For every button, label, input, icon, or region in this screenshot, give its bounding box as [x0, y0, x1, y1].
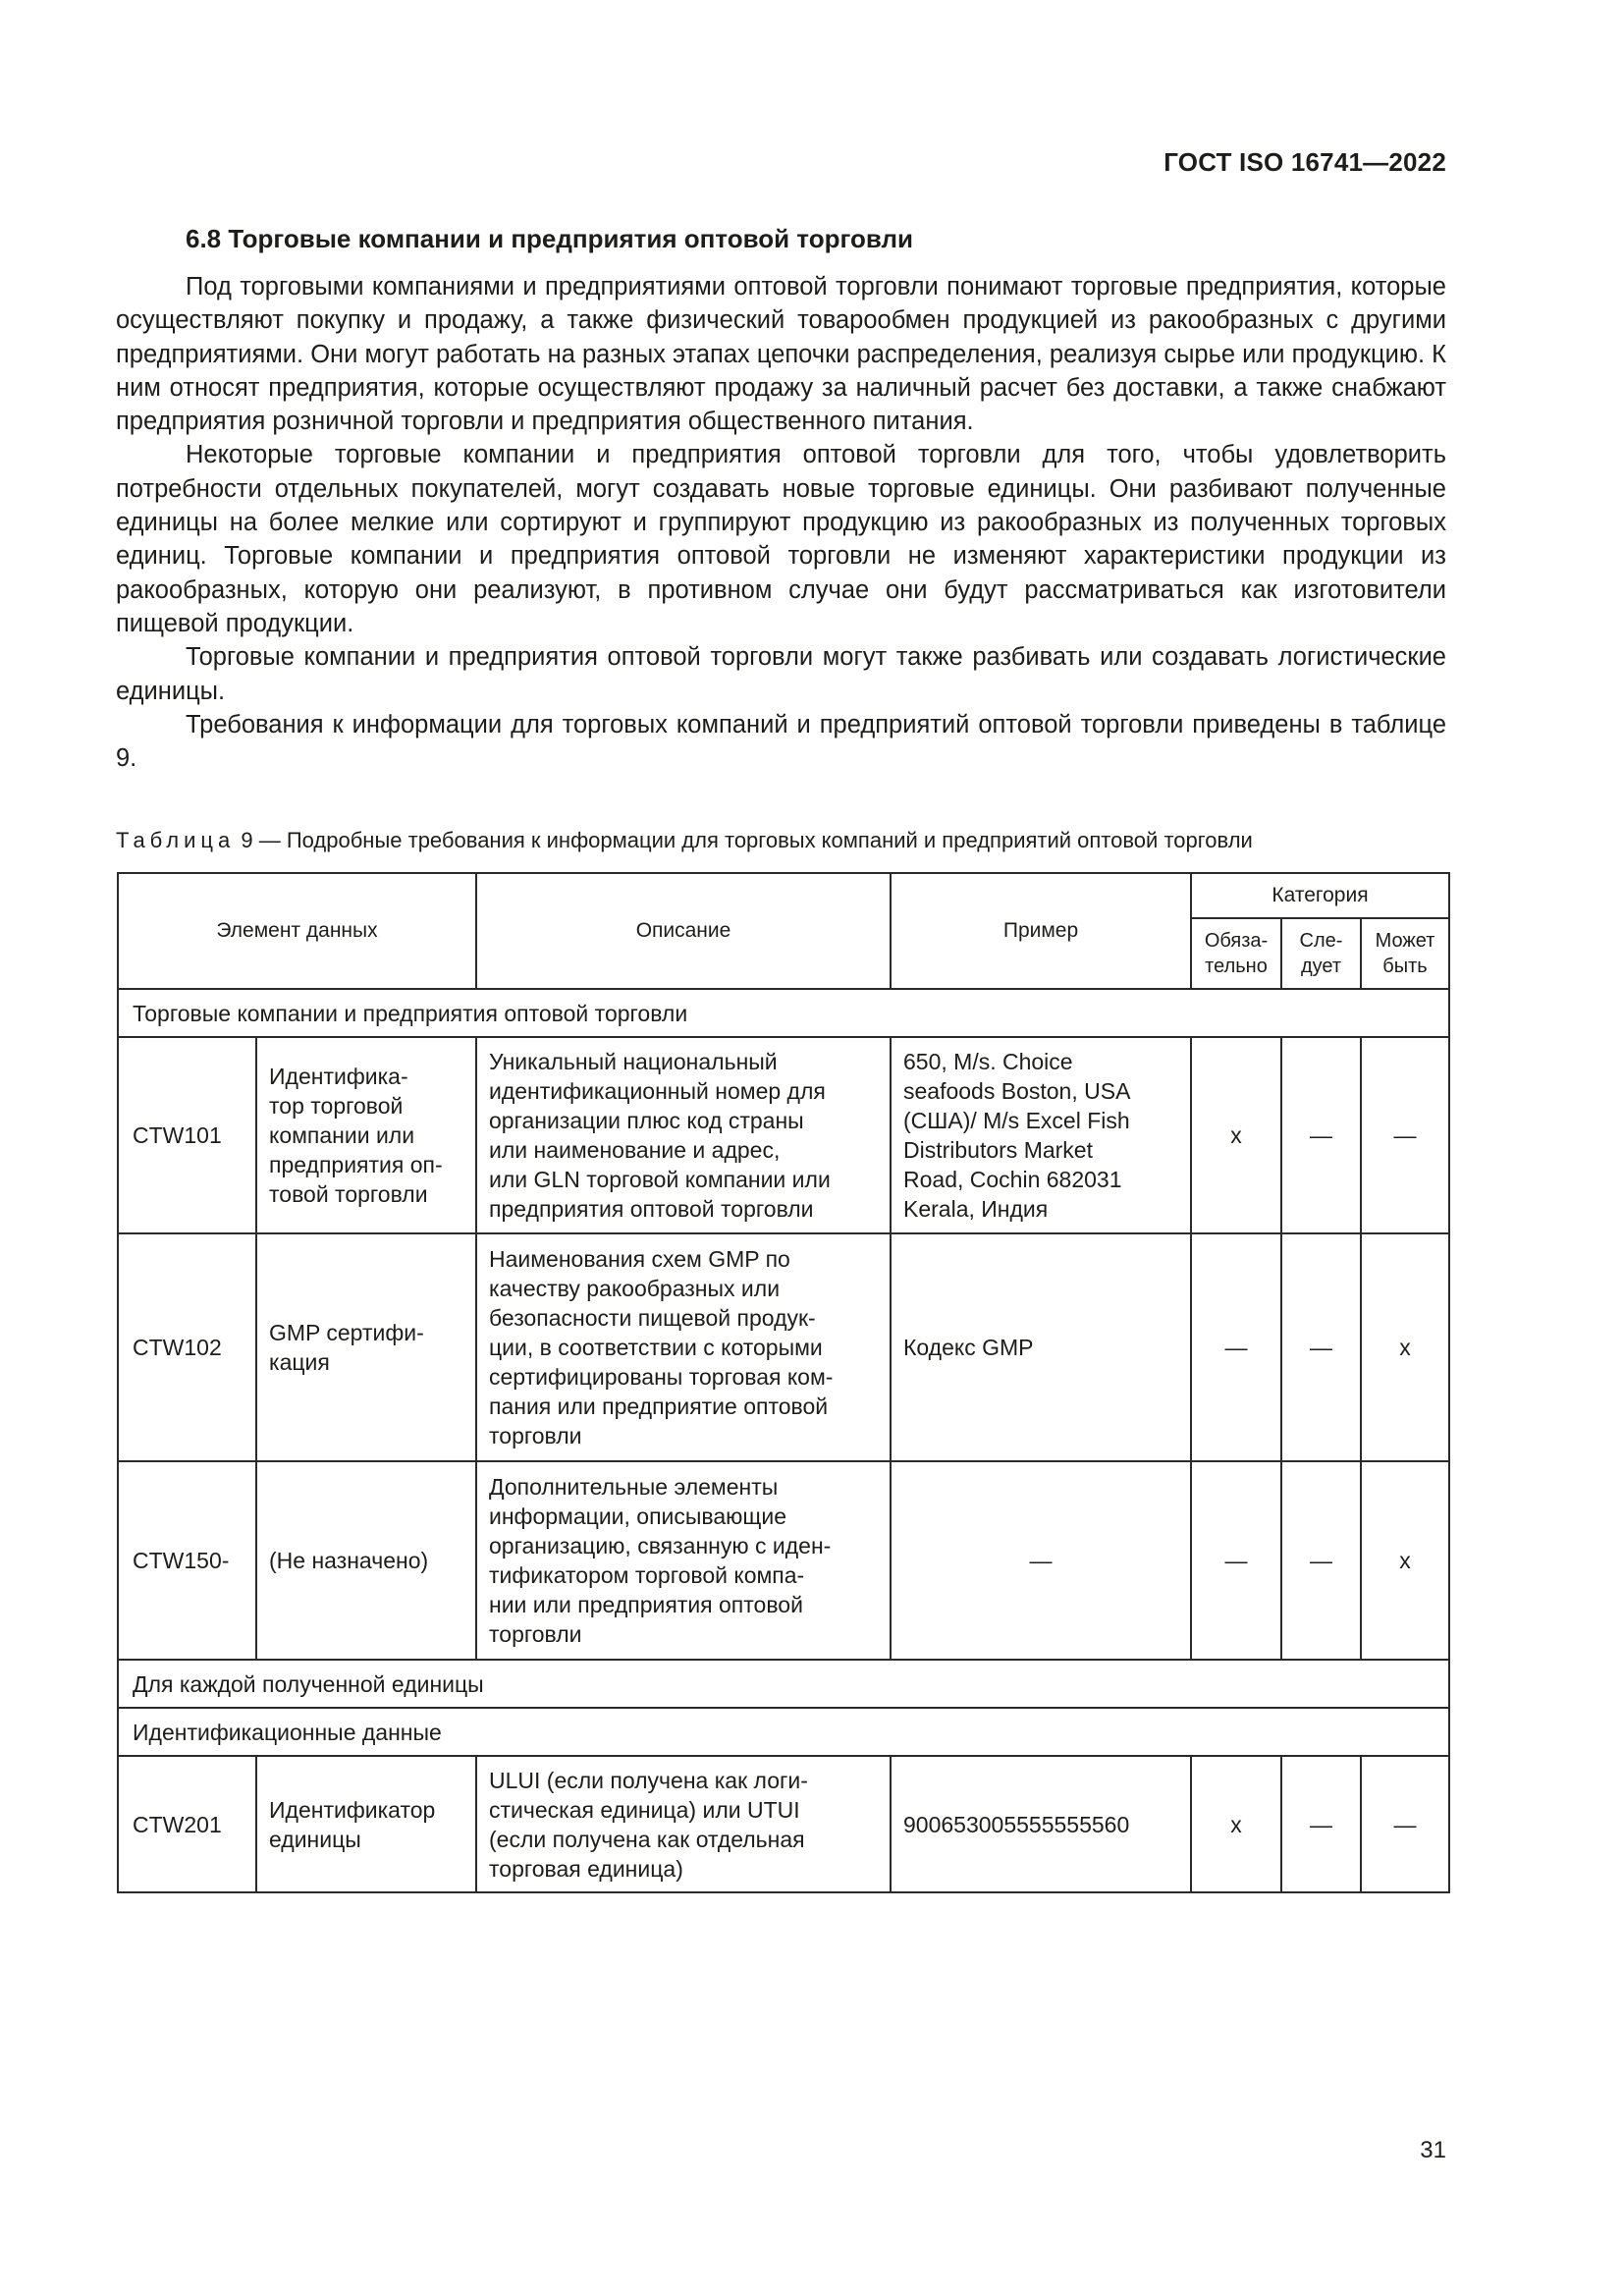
- element-name: Идентификатор единицы: [256, 1756, 476, 1892]
- header-may: Может быть: [1361, 918, 1449, 989]
- element-example: Кодекс GMP: [891, 1233, 1191, 1461]
- element-name: (Не назначено): [256, 1461, 476, 1660]
- table-section-row: [118, 989, 1449, 1037]
- element-code: CTW150-: [118, 1461, 256, 1660]
- element-example: 650, M/s. Choice seafoods Boston, USA (США)/ M/s Excel Fish Distributors Market Road, Cochin 682031 Kerala, Индия: [891, 1037, 1191, 1233]
- section-body: [116, 270, 1446, 775]
- element-description: Наименования схем GMP по качеству ракообразных или безопасности пищевой продук- ции, в соответствии с которыми сертифицированы торговая ком- пания или предприятие оптовой торговли: [476, 1233, 891, 1461]
- paragraph: Под торговыми компаниями и предприятиями оптовой торговли понимают торговые предприятия, которые осуществляют покупку и продажу, а также физический товарообмен продукцией из ракообразных с другими предприятиями. Они могут работать на разных этапах цепочки распределения, реализуя сырье или продукцию. К ним относят предприятия, которые осуществляют продажу за наличный расчет без доставки, а также снабжают предприятия розничной торговли и предприятия общественного питания.: [116, 273, 1446, 436]
- category-mandatory: x: [1191, 1037, 1281, 1233]
- page-number: 31: [1420, 2137, 1446, 2163]
- document-code: ГОСТ ISO 16741—2022: [1163, 147, 1446, 177]
- category-mandatory: x: [1191, 1756, 1281, 1892]
- category-may: x: [1361, 1461, 1449, 1660]
- paragraph: Требования к информации для торговых компаний и предприятий оптовой торговли приведены в таблице 9.: [116, 710, 1446, 773]
- category-may: x: [1361, 1233, 1449, 1461]
- element-code: CTW102: [118, 1233, 256, 1461]
- element-code: CTW201: [118, 1756, 256, 1892]
- element-description: Уникальный национальный идентификационный номер для организации плюс код страны или наименование и адрес, или GLN торговой компании или предприятия оптовой торговли: [476, 1037, 891, 1233]
- table-row: [118, 1756, 1449, 1892]
- header-mandatory: Обяза- тельно: [1191, 918, 1281, 989]
- table-section-row: [118, 1708, 1449, 1756]
- table-caption: [116, 828, 1451, 853]
- category-should: —: [1281, 1461, 1361, 1660]
- table-row: [118, 1037, 1449, 1233]
- table-row: [118, 1461, 1449, 1660]
- header-example: Пример: [891, 873, 1191, 989]
- section-label: Для каждой полученной единицы: [118, 1660, 1449, 1708]
- table-header-row: [118, 873, 1449, 918]
- paragraph: Некоторые торговые компании и предприятия оптовой торговли для того, чтобы удовлетворить потребности отдельных покупателей, могут создавать новые торговые единицы. Они разбивают полученные единицы на более мелкие или сортируют и группируют продукцию из ракообразных из полученных торговых единиц. Торговые компании и предприятия оптовой торговли не изменяют характеристики продукции из ракообразных, которую они реализуют, в противном случае они будут рассматриваться как изготовители пищевой продукции.: [116, 441, 1446, 637]
- section-heading: 6.8 Торговые компании и предприятия оптовой торговли: [186, 224, 913, 253]
- header-should: Сле- дует: [1281, 918, 1361, 989]
- table-row: [118, 1233, 1449, 1461]
- element-name: Идентифика- тор торговой компании или предприятия оп- товой торговли: [256, 1037, 476, 1233]
- element-example: —: [891, 1461, 1191, 1660]
- table-caption-text: 9 — Подробные требования к информации для торговых компаний и предприятий оптовой торговли: [235, 828, 1253, 852]
- paragraph: Торговые компании и предприятия оптовой торговли могут также разбивать или создавать логистические единицы.: [116, 643, 1446, 705]
- table-caption-label: Таблица: [116, 828, 236, 852]
- requirements-table: [117, 872, 1450, 1893]
- category-may: —: [1361, 1037, 1449, 1233]
- element-description: Дополнительные элементы информации, описывающие организацию, связанную с иден- тификатором торговой компа- нии или предприятия оптовой торговли: [476, 1461, 891, 1660]
- element-example: 900653005555555560: [891, 1756, 1191, 1892]
- section-label: Идентификационные данные: [118, 1708, 1449, 1756]
- element-code: CTW101: [118, 1037, 256, 1233]
- header-category: Категория: [1191, 873, 1449, 918]
- element-name: GMP сертифи- кация: [256, 1233, 476, 1461]
- header-element: Элемент данных: [118, 873, 476, 989]
- table-section-row: [118, 1660, 1449, 1708]
- category-should: —: [1281, 1233, 1361, 1461]
- section-label: Торговые компании и предприятия оптовой торговли: [118, 989, 1449, 1037]
- category-should: —: [1281, 1037, 1361, 1233]
- element-description: ULUI (если получена как логи- стическая единица) или UTUI (если получена как отдельная торговая единица): [476, 1756, 891, 1892]
- category-mandatory: —: [1191, 1233, 1281, 1461]
- category-should: —: [1281, 1756, 1361, 1892]
- header-description: Описание: [476, 873, 891, 989]
- category-may: —: [1361, 1756, 1449, 1892]
- category-mandatory: —: [1191, 1461, 1281, 1660]
